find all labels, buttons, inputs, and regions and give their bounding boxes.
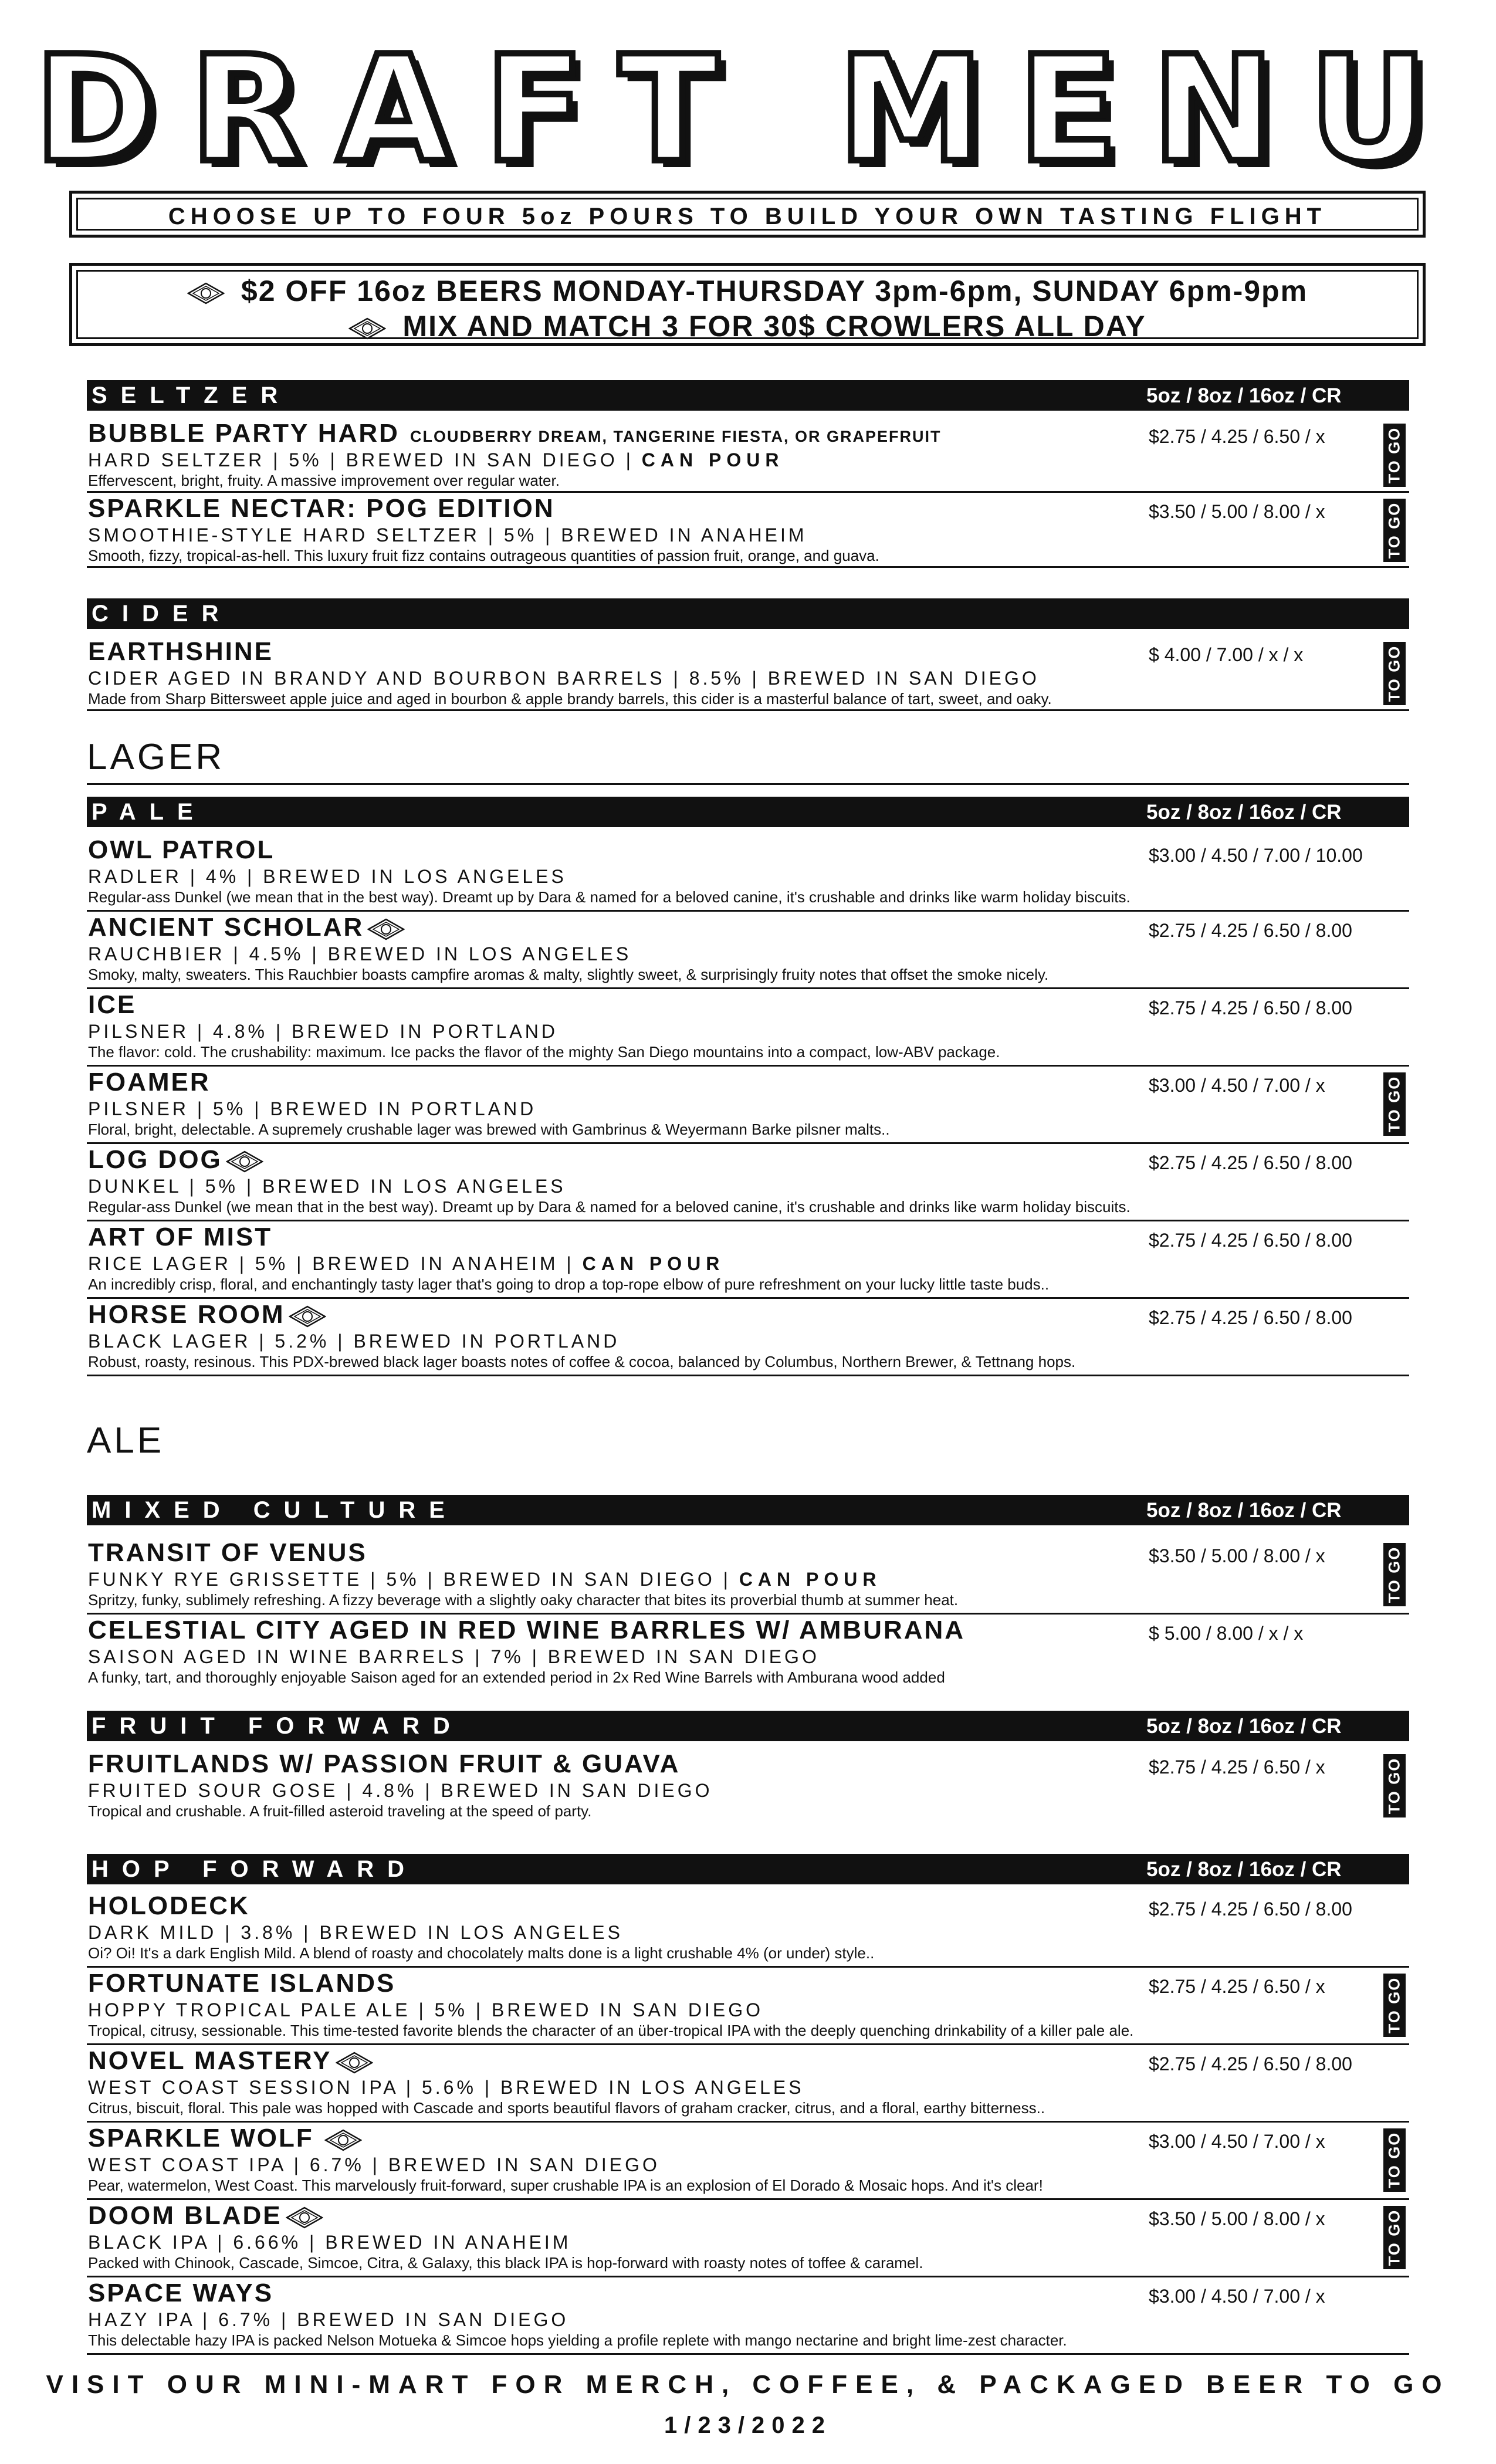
beer-style: RAUCHBIER | 4.5% | BREWED IN LOS ANGELES — [88, 943, 632, 964]
beer-name: LOG DOG — [88, 1145, 222, 1174]
brewery-badge-icon — [348, 317, 386, 340]
beer-name: CELESTIAL CITY AGED IN RED WINE BARRLES W/ AMBURANA — [88, 1616, 966, 1644]
beer-price: $2.75 / 4.25 / 6.50 / 8.00 — [1149, 920, 1352, 941]
beer-name: FRUITLANDS W/ PASSION FRUIT & GUAVA — [88, 1749, 681, 1778]
beer-item-doom-blade — [87, 2200, 1409, 2277]
beer-description: Packed with Chinook, Cascade, Simcoe, Citra, & Galaxy, this black IPA is hop-forward with roasty notes of toffee & caramel. — [88, 2254, 923, 2272]
beer-name: HORSE ROOM — [88, 1300, 285, 1329]
brewery-badge-icon — [336, 2051, 373, 2073]
beer-price: $3.50 / 5.00 / 8.00 / x — [1149, 501, 1325, 522]
beer-description: This delectable hazy IPA is packed Nelson Motueka & Simcoe hops yielding a profile replete with mango nectarine and bright lime-zest character. — [88, 2331, 1067, 2349]
section-label: MIXED CULTURE — [92, 1497, 458, 1523]
beer-name: ICE — [88, 990, 137, 1019]
beer-style: PILSNER | 5% | BREWED IN PORTLAND — [88, 1098, 537, 1119]
beer-item-horse-room — [87, 1299, 1409, 1376]
beer-description: Robust, roasty, resinous. This PDX-brewed black lager boasts notes of coffee & cocoa, balanced by Columbus, Northern Brewer, & Tettnang hops. — [88, 1353, 1076, 1370]
beer-description: Smoky, malty, sweaters. This Rauchbier boasts campfire aromas & malty, slightly sweet, & surprisingly fruity notes that offset the smoke nicely. — [88, 966, 1049, 983]
beer-name: ART OF MIST — [88, 1223, 273, 1251]
beer-style: BLACK LAGER | 5.2% | BREWED IN PORTLAND — [88, 1331, 620, 1352]
beer-name: OWL PATROL — [88, 835, 275, 864]
section-header-hop-forward — [87, 1854, 1409, 1884]
beer-style: DUNKEL | 5% | BREWED IN LOS ANGELES — [88, 1176, 566, 1197]
size-header: 5oz / 8oz / 16oz / CR — [1146, 384, 1342, 407]
beer-description: Floral, bright, delectable. A supremely crushable lager was brewed with Gambrinus & Weyermann Barke pilsner malts.. — [88, 1121, 890, 1138]
beer-price: $3.00 / 4.50 / 7.00 / x — [1149, 1075, 1325, 1096]
group-heading-ale: ALE — [87, 1420, 165, 1461]
beer-description: An incredibly crisp, floral, and enchantingly tasty lager that's going to drop a top-rope elbow of pure refreshment on your lucky little taste buds.. — [88, 1275, 1050, 1293]
beer-item-holodeck — [87, 1890, 1409, 1968]
brewery-badge-icon — [187, 282, 225, 304]
beer-price: $3.00 / 4.50 / 7.00 / x — [1149, 2131, 1325, 2152]
beer-description: Made from Sharp Bittersweet apple juice and aged in bourbon & apple brandy barrels, this cider is a masterful balance of tart, sweet, and oaky. — [88, 690, 1052, 708]
beer-price: $3.00 / 4.50 / 7.00 / 10.00 — [1149, 845, 1363, 866]
tasting-flight-banner — [69, 191, 1426, 238]
beer-name: ANCIENT SCHOLAR — [88, 913, 364, 942]
to-go-badge: TO GO — [1383, 2128, 1406, 2192]
beer-style: HOPPY TROPICAL PALE ALE | 5% | BREWED IN SAN DIEGO — [88, 1999, 764, 2020]
size-header: 5oz / 8oz / 16oz / CR — [1146, 1715, 1342, 1738]
can-pour-label: CAN POUR — [641, 449, 784, 471]
beer-style: CIDER AGED IN BRANDY AND BOURBON BARRELS | 8.5% | BREWED IN SAN DIEGO — [88, 668, 1040, 689]
beer-description: Citrus, biscuit, floral. This pale was hopped with Cascade and sports beautiful flavors of graham cracker, citrus, and a floral, earthy bitterness.. — [88, 2099, 1045, 2117]
beer-item-ice — [87, 989, 1409, 1067]
beer-item-owl-patrol — [87, 834, 1409, 912]
group-heading-lager: LAGER — [87, 737, 225, 777]
beer-price: $2.75 / 4.25 / 6.50 / x — [1149, 426, 1325, 447]
size-header: 5oz / 8oz / 16oz / CR — [1146, 1858, 1342, 1881]
beer-flavors: CLOUDBERRY DREAM, TANGERINE FIESTA, OR GRAPEFRUIT — [409, 428, 942, 445]
beer-style: FRUITED SOUR GOSE | 4.8% | BREWED IN SAN DIEGO — [88, 1780, 713, 1801]
brewery-badge-icon — [324, 2128, 362, 2151]
section-header-seltzer — [87, 380, 1409, 411]
beer-item-log-dog — [87, 1144, 1409, 1221]
beer-name: DOOM BLADE — [88, 2201, 282, 2230]
section-label: PALE — [92, 799, 207, 825]
beer-price: $3.00 / 4.50 / 7.00 / x — [1149, 2286, 1325, 2307]
beer-name: SPARKLE WOLF — [88, 2124, 314, 2152]
beer-name: BUBBLE PARTY HARD — [88, 419, 400, 448]
beer-price: $3.50 / 5.00 / 8.00 / x — [1149, 1545, 1325, 1566]
beer-name: SPACE WAYS — [88, 2279, 274, 2307]
tasting-flight-text: CHOOSE UP TO FOUR 5oz POURS TO BUILD YOUR OWN TASTING FLIGHT — [168, 204, 1327, 229]
brewery-badge-icon — [286, 2206, 323, 2228]
to-go-badge: TO GO — [1383, 1754, 1406, 1817]
beer-item-space-ways — [87, 2277, 1409, 2355]
beer-style: SMOOTHIE-STYLE HARD SELTZER | 5% | BREWED IN ANAHEIM — [88, 524, 807, 546]
beer-style: RICE LAGER | 5% | BREWED IN ANAHEIM | — [88, 1253, 574, 1274]
beer-description: Smooth, fizzy, tropical-as-hell. This luxury fruit fizz contains outrageous quantities of passion fruit, orange, and guava. — [88, 547, 879, 564]
beer-style: RADLER | 4% | BREWED IN LOS ANGELES — [88, 866, 567, 887]
beer-price: $2.75 / 4.25 / 6.50 / 8.00 — [1149, 1230, 1352, 1251]
beer-price: $2.75 / 4.25 / 6.50 / 8.00 — [1149, 1307, 1352, 1328]
section-header-cider — [87, 598, 1409, 629]
beer-item-bubble-party-hard — [87, 418, 1409, 493]
beer-description: Regular-ass Dunkel (we mean that in the best way). Dreamt up by Dara & named for a beloved canine, it's crushable and drinks like warm holiday biscuits. — [88, 1198, 1131, 1216]
beer-item-fortunate-islands — [87, 1968, 1409, 2045]
beer-style: WEST COAST SESSION IPA | 5.6% | BREWED IN LOS ANGELES — [88, 2077, 804, 2098]
section-label: FRUIT FORWARD — [92, 1713, 463, 1739]
section-label: HOP FORWARD — [92, 1856, 418, 1882]
section-label: CIDER — [92, 601, 232, 627]
beer-name: FOAMER — [88, 1068, 211, 1096]
to-go-badge: TO GO — [1383, 642, 1406, 705]
beer-name: TRANSIT OF VENUS — [88, 1538, 367, 1567]
brewery-badge-icon — [367, 918, 405, 940]
beer-description: Tropical and crushable. A fruit-filled asteroid traveling at the speed of party. — [88, 1802, 592, 1820]
beer-description: Spritzy, funky, sublimely refreshing. A fizzy beverage with a slightly oaky character that bites its proverbial thumb at summer heat. — [88, 1591, 959, 1609]
beer-item-sparkle-wolf — [87, 2123, 1409, 2200]
to-go-badge: TO GO — [1383, 424, 1406, 487]
section-header-pale — [87, 797, 1409, 827]
beer-name: EARTHSHINE — [88, 637, 274, 666]
beer-item-transit-of-venus — [87, 1537, 1409, 1615]
beer-description: Oi? Oi! It's a dark English Mild. A blend of roasty and chocolately malts done is a light crushable 4% (or under) style.. — [88, 1944, 875, 1962]
divider — [87, 783, 1409, 785]
beer-item-earthshine — [87, 636, 1409, 711]
section-header-fruit-forward — [87, 1711, 1409, 1741]
beer-price: $2.75 / 4.25 / 6.50 / 8.00 — [1149, 1152, 1352, 1173]
beer-price: $ 4.00 / 7.00 / x / x — [1149, 644, 1304, 665]
beer-item-novel-mastery — [87, 2045, 1409, 2123]
promo-happy-hour-text: $2 OFF 16oz BEERS MONDAY-THURSDAY 3pm-6pm, SUNDAY 6pm-9pm — [241, 275, 1308, 307]
size-header: 5oz / 8oz / 16oz / CR — [1146, 801, 1342, 824]
beer-style: FUNKY RYE GRISSETTE | 5% | BREWED IN SAN DIEGO | — [88, 1569, 731, 1590]
size-header: 5oz / 8oz / 16oz / CR — [1146, 1499, 1342, 1522]
beer-price: $2.75 / 4.25 / 6.50 / 8.00 — [1149, 1898, 1352, 1920]
beer-price: $ 5.00 / 8.00 / x / x — [1149, 1623, 1304, 1644]
beer-style: DARK MILD | 3.8% | BREWED IN LOS ANGELES — [88, 1922, 623, 1943]
to-go-badge: TO GO — [1383, 1543, 1406, 1606]
to-go-badge: TO GO — [1383, 2206, 1406, 2269]
beer-price: $2.75 / 4.25 / 6.50 / x — [1149, 1756, 1325, 1778]
footer-mini-mart-text: VISIT OUR MINI-MART FOR MERCH, COFFEE, & PACKAGED BEER TO GO — [46, 2370, 1450, 2399]
brewery-badge-icon — [289, 1305, 326, 1327]
section-header-mixed-culture — [87, 1495, 1409, 1525]
beer-item-foamer — [87, 1067, 1409, 1144]
beer-description: Regular-ass Dunkel (we mean that in the best way). Dreamt up by Dara & named for a beloved canine, it's crushable and drinks like warm holiday biscuits. — [88, 888, 1131, 906]
beer-style: HAZY IPA | 6.7% | BREWED IN SAN DIEGO — [88, 2309, 569, 2330]
beer-price: $2.75 / 4.25 / 6.50 / 8.00 — [1149, 997, 1352, 1018]
beer-price: $3.50 / 5.00 / 8.00 / x — [1149, 2208, 1325, 2229]
beer-item-sparkle-nectar — [87, 493, 1409, 568]
beer-name: SPARKLE NECTAR: POG EDITION — [88, 494, 555, 523]
beer-price: $2.75 / 4.25 / 6.50 / x — [1149, 1976, 1325, 1997]
beer-style: WEST COAST IPA | 6.7% | BREWED IN SAN DIEGO — [88, 2154, 660, 2175]
beer-item-ancient-scholar — [87, 912, 1409, 989]
brewery-badge-icon — [226, 1150, 263, 1172]
beer-price: $2.75 / 4.25 / 6.50 / 8.00 — [1149, 2053, 1352, 2074]
beer-description: Pear, watermelon, West Coast. This marvelously fruit-forward, super crushable IPA is an explosion of El Dorado & Mosaic hops. And it's clear! — [88, 2177, 1043, 2194]
beer-description: The flavor: cold. The crushability: maximum. Ice packs the flavor of the mighty San Diego mountains into a compact, low-ABV package. — [88, 1043, 1000, 1061]
to-go-badge: TO GO — [1383, 1974, 1406, 2037]
promo-banner — [69, 263, 1426, 346]
beer-name: NOVEL MASTERY — [88, 2046, 332, 2075]
beer-item-art-of-mist — [87, 1221, 1409, 1299]
can-pour-label: CAN POUR — [739, 1569, 882, 1590]
to-go-badge: TO GO — [1383, 499, 1406, 562]
beer-description: Effervescent, bright, fruity. A massive improvement over regular water. — [88, 472, 560, 489]
beer-description: Tropical, citrusy, sessionable. This time-tested favorite blends the character of an über-tropical IPA with the deeply quenching drinkability of a killer pale ale. — [88, 2022, 1134, 2039]
promo-crowler-text: MIX AND MATCH 3 FOR 30$ CROWLERS ALL DAY — [402, 310, 1146, 343]
section-label: SELTZER — [92, 383, 292, 408]
beer-description: A funky, tart, and thoroughly enjoyable Saison aged for an extended period in 2x Red Wine Barrels with Amburana wood added — [88, 1668, 945, 1686]
to-go-badge: TO GO — [1383, 1072, 1406, 1136]
can-pour-label: CAN POUR — [582, 1253, 725, 1274]
menu-title: DRAFT MENU — [34, 24, 1462, 195]
beer-style: BLACK IPA | 6.66% | BREWED IN ANAHEIM — [88, 2232, 571, 2253]
footer-date: 1/23/2022 — [664, 2412, 832, 2438]
beer-style: SAISON AGED IN WINE BARRELS | 7% | BREWED IN SAN DIEGO — [88, 1646, 820, 1667]
beer-item-fruitlands — [87, 1748, 1409, 1826]
beer-style: PILSNER | 4.8% | BREWED IN PORTLAND — [88, 1021, 558, 1042]
beer-name: FORTUNATE ISLANDS — [88, 1969, 396, 1998]
beer-name: HOLODECK — [88, 1891, 250, 1920]
beer-item-celestial-city — [87, 1615, 1409, 1692]
beer-style: HARD SELTZER | 5% | BREWED IN SAN DIEGO | — [88, 449, 634, 471]
